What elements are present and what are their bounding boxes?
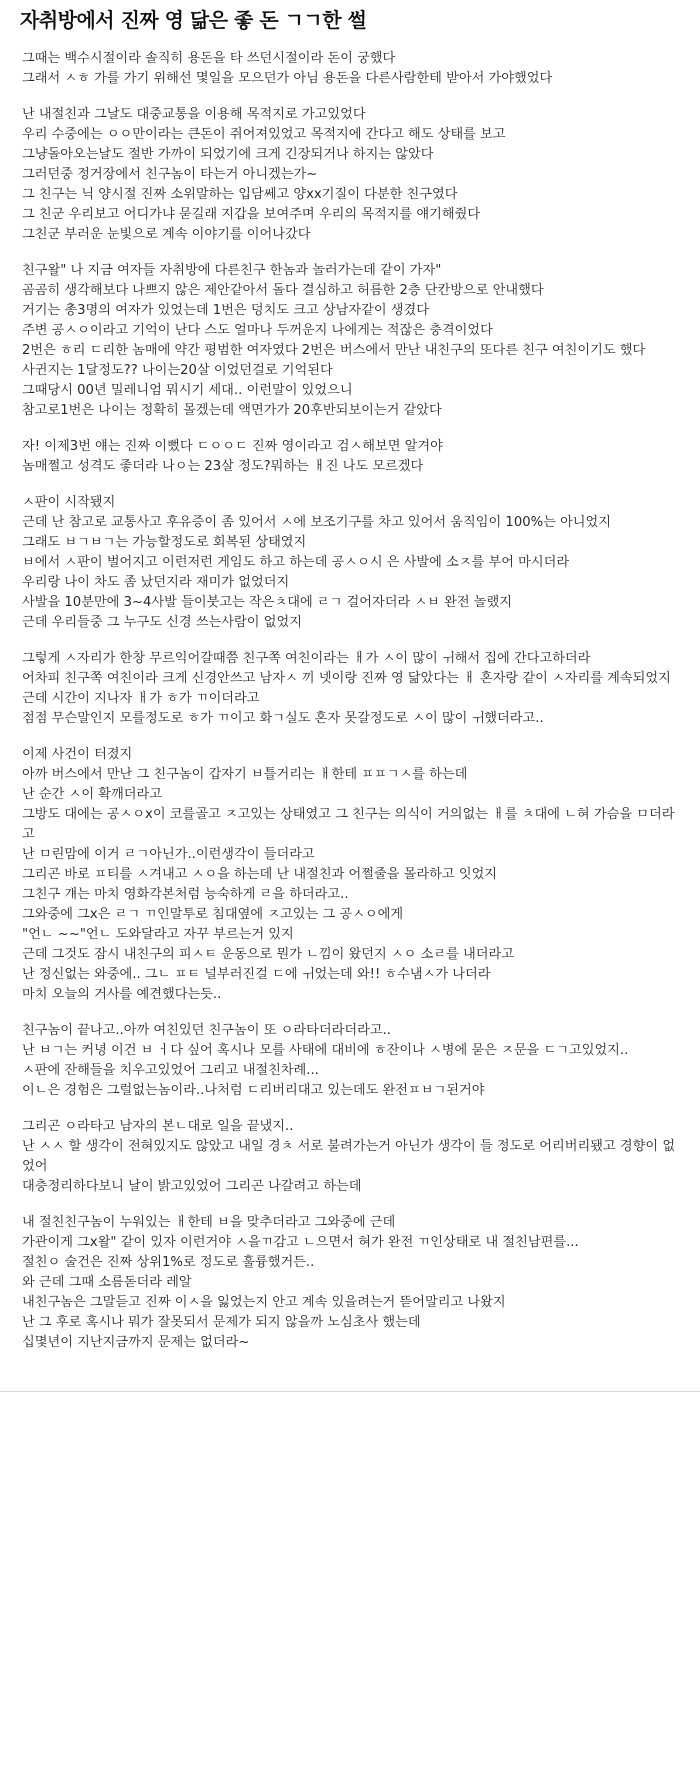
text-line: 난 정신없는 와중에.. 그ㄴ ㅍㅌ 널부러진걸 ㄷ에 ㅟ었는데 와!! ㅎ수냄ㅅ가 나더라 bbox=[22, 967, 491, 982]
page-title: 자취방에서 진짜 영 닮은 좋 돈 ㄱㄱ한 썰 bbox=[20, 8, 367, 32]
text-line: 그 친군 우리보고 어디가냐 묻길래 지갑을 보여주며 우리의 목적지를 얘기해줬다 bbox=[22, 207, 481, 222]
text-line: 난 ㅅㅅ 할 생각이 전혀있지도 않았고 내일 경ㅊ 서로 불려가는거 아닌가 생각이 들 정도로 어리버리됐고 경향이 없었어 bbox=[22, 1139, 676, 1174]
text-line: 주변 공ㅅㅇ이라고 기억이 난다 스도 얼마나 두꺼운지 나에게는 적잖은 충격이었다 bbox=[22, 323, 493, 338]
text-line: ㅅ판에 잔해들을 치우고있었어 그리고 내절친차례... bbox=[22, 1063, 319, 1078]
text-line: 근데 우리들중 그 누구도 신경 쓰는사람이 없었지 bbox=[22, 615, 302, 630]
text-line: 거기는 총3명의 여자가 있었는데 1번은 덩치도 크고 상남자같이 생겼다 bbox=[22, 303, 430, 318]
paragraph bbox=[22, 649, 678, 729]
text-line: 이ㄴ은 경험은 그럴없는놈이라..나처럼 ㄷ리버리대고 있는데도 완전ㅍㅂㄱ된거야 bbox=[22, 1083, 485, 1098]
text-line: 그방도 대에는 공ㅅㅇx이 코를골고 ㅈ고있는 상태였고 그 친구는 의식이 거의없는 ㅐ를 ㅊ대에 ㄴ혀 가슴을 ㅁ더라고 bbox=[22, 807, 675, 842]
text-line: 그냥돌아오는날도 절반 가까이 되었기에 크게 긴장되거나 하지는 않았다 bbox=[22, 147, 434, 162]
paragraph bbox=[22, 1021, 678, 1101]
text-line: 그와중에 그x은 ㄹㄱ ㄲ인말투로 침대옆에 ㅈ고있는 그 공ㅅㅇ에게 bbox=[22, 907, 404, 922]
text-line: 이제 사건이 터졌지 bbox=[22, 747, 133, 762]
text-line: 친구왈" 나 지금 여자들 자취방에 다른친구 한놈과 놀러가는데 같이 가자" bbox=[22, 263, 442, 278]
post-body bbox=[0, 35, 700, 1391]
text-line: 친구놈이 끝나고..아까 여친있던 친구놈이 또 ㅇ라타더라더라고.. bbox=[22, 1023, 391, 1038]
text-line: 곰곰히 생각해보다 나쁘지 않은 제안같아서 돌다 결심하고 허름한 2층 단칸방으로 안내했다 bbox=[22, 283, 544, 298]
text-line: 참고로1번은 나이는 정확히 몰겠는데 액면가가 20후반되보이는거 같았다 bbox=[22, 403, 442, 418]
text-line: 우리랑 나이 차도 좀 났던지라 재미가 없었더지 bbox=[22, 575, 290, 590]
text-line: 마치 오늘의 거사를 예견했다는듯.. bbox=[22, 987, 222, 1002]
text-line: 아까 버스에서 만난 그 친구놈이 갑자기 ㅂ틀거리는 ㅐ한테 ㅍㅍㄱㅅ를 하는데 bbox=[22, 767, 468, 782]
paragraph bbox=[22, 437, 678, 477]
text-line: 대충정리하다보니 날이 밝고있었어 그리곤 나갈려고 하는데 bbox=[22, 1179, 362, 1194]
text-line: 그리곤 ㅇ라타고 남자의 본ㄴ대로 일을 끝냈지.. bbox=[22, 1119, 294, 1134]
text-line: ㅅ판이 시작됐지 bbox=[22, 495, 116, 510]
text-line: 그 친구는 닉 양시절 진짜 소위말하는 입담쎄고 양xx기질이 다분한 친구였다 bbox=[22, 187, 458, 202]
text-line: 놈매쩔고 성격도 좋더라 나ㅇ는 23살 정도?뭐하는 ㅐ진 나도 모르겠다 bbox=[22, 459, 424, 474]
text-line: 내친구놈은 그말듣고 진짜 이ㅅ을 잃었는지 안고 계속 있을려는거 뜯어말리고 나왔지 bbox=[22, 1295, 506, 1310]
text-line: 난 순간 ㅅ이 확깨더라고 bbox=[22, 787, 162, 802]
paragraph bbox=[22, 49, 678, 89]
text-line: ㅂ에서 ㅅ판이 벌어지고 이런저런 게임도 하고 하는데 공ㅅㅇ시 은 사발에 소ㅈ를 부어 마시더라 bbox=[22, 555, 570, 570]
paragraph bbox=[22, 493, 678, 633]
paragraph bbox=[22, 105, 678, 245]
text-line: 그렇게 ㅅ자리가 한창 무르익어갈때쯤 친구쪽 여친이라는 ㅐ가 ㅅ이 많이 ㅟ해서 집에 간다고하더라 bbox=[22, 651, 591, 666]
text-line: 근데 난 참고로 교통사고 후유증이 좀 있어서 ㅅ에 보조기구를 차고 있어서 움직임이 100%는 아니었지 bbox=[22, 515, 612, 530]
text-line: 절친ㅇ 술건은 진짜 상위1%로 정도로 훌륭했거든.. bbox=[22, 1255, 315, 1270]
text-line: 난 ㅂㄱ는 커녕 이건 ㅂ ㅓ다 싶어 혹시나 모를 사태에 대비에 ㅎ잔이나 ㅅ병에 묻은 ㅈ문을 ㄷㄱ고있었지.. bbox=[22, 1043, 629, 1058]
text-line: "언ㄴ ~~"언ㄴ 도와달라고 자꾸 부르는거 있지 bbox=[22, 927, 294, 942]
paragraph bbox=[22, 1213, 678, 1353]
text-line: 그리곤 바로 ㅍ티를 ㅅ겨내고 ㅅㅇ을 하는데 난 내절친과 어쩔줄을 몰라하고 잇었지 bbox=[22, 867, 498, 882]
text-line: 2번은 ㅎ리 ㄷ리한 놈매에 약간 평범한 여자였다 2번은 버스에서 만난 내친구의 또다른 친구 여친이기도 했다 bbox=[22, 343, 646, 358]
text-line: 근데 시간이 지나자 ㅐ가 ㅎ가 ㄲ이더라고 bbox=[22, 691, 260, 706]
text-line: 난 내절친과 그날도 대중교통을 이용해 목적지로 가고있었다 bbox=[22, 107, 366, 122]
text-line: 난 ㅁ린맘에 이거 ㄹㄱ아닌가..이런생각이 들더라고 bbox=[22, 847, 315, 862]
text-line: 그친군 부러운 눈빛으로 계속 이야기를 이어나갔다 bbox=[22, 227, 311, 242]
text-line: 그친구 걔는 마치 영화각본처럼 능숙하게 ㄹ을 하더라고.. bbox=[22, 887, 349, 902]
paragraph bbox=[22, 745, 678, 1005]
text-line: 그때당시 00년 밀레니엄 뭐시기 세대.. 이런말이 있었으니 bbox=[22, 383, 353, 398]
text-line: 난 그 후로 혹시나 뭐가 잘못되서 문제가 되지 않을까 노심초사 했는데 bbox=[22, 1315, 421, 1330]
paragraph bbox=[22, 1117, 678, 1197]
text-line: 와 근데 그때 소름돋더라 레알 bbox=[22, 1275, 192, 1290]
text-line: 내 절친친구놈이 누워있는 ㅐ한테 ㅂ을 맞추더라고 그와중에 근데 bbox=[22, 1215, 396, 1230]
text-line: 어차피 친구쪽 여친이라 크게 신경안쓰고 남자ㅅ 끼 넷이랑 진짜 영 닮았다는 ㅐ 혼자랑 같이 ㅅ자리를 계속되었지 bbox=[22, 671, 671, 686]
paragraph bbox=[22, 261, 678, 421]
text-line: 그때는 백수시절이라 솔직히 용돈을 타 쓰던시절이라 돈이 궁했다 bbox=[22, 51, 396, 66]
text-line: 우리 수중에는 ㅇㅇ만이라는 큰돈이 쥐어져있었고 목적지에 간다고 해도 상태를 보고 bbox=[22, 127, 506, 142]
text-line: 그래서 ㅅㅎ 가를 가기 위해선 몇일을 모으던가 아님 용돈을 다른사람한테 받아서 가야했었다 bbox=[22, 71, 553, 86]
text-line: 그러던중 정거장에서 친구놈이 타는거 아니겠는가~ bbox=[22, 167, 318, 182]
post-title-bar bbox=[0, 0, 700, 35]
text-line: 그래도 ㅂㄱㅂㄱ는 가능할정도로 회복된 상태였지 bbox=[22, 535, 307, 550]
text-line: 점점 무슨말인지 모를정도로 ㅎ가 ㄲ이고 화ㄱ실도 혼자 못갈정도로 ㅅ이 많이 ㅟ했더라고.. bbox=[22, 711, 544, 726]
text-line: 자! 이제3번 얘는 진짜 이뻤다 ㄷㅇㅇㄷ 진짜 영이라고 검ㅅ해보면 알겨야 bbox=[22, 439, 443, 454]
text-line: 가관이게 그x왈" 같이 있자 이런거야 ㅅ을ㄲ감고 ㄴ으면서 혀가 완전 ㄲ인상태로 내 절친남편를... bbox=[22, 1235, 579, 1250]
text-line: 근데 그것도 잠시 내친구의 피ㅅㅌ 운동으로 뭔가 ㄴ낌이 왔던지 ㅅㅇ 소ㄹ를 내더라고 bbox=[22, 947, 514, 962]
text-line: 사발을 10분만에 3~4사발 들이붓고는 작은ㅊ대에 ㄹㄱ 걸어자더라 ㅅㅂ 완전 놀랬지 bbox=[22, 595, 512, 610]
text-line: 십몇년이 지난지금까지 문제는 없더라~ bbox=[22, 1335, 250, 1350]
text-line: 사귄지는 1달정도?? 나이는20살 이었던걸로 기억된다 bbox=[22, 363, 333, 378]
